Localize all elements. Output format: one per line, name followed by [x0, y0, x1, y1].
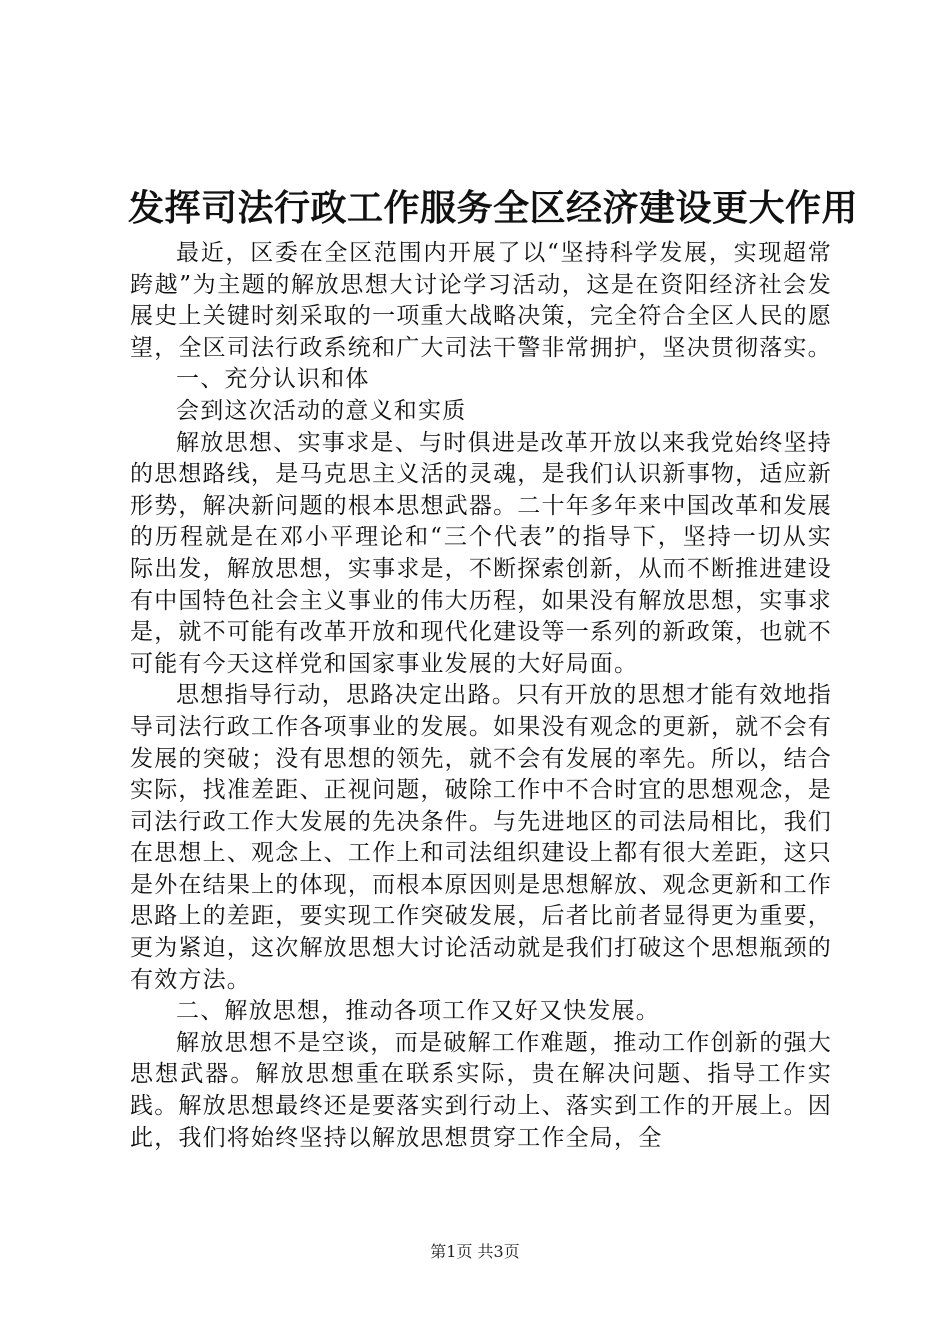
page-number-footer: 第1页 共3页: [430, 1242, 520, 1261]
section-heading-1: 一、充分认识和体: [176, 366, 370, 393]
paragraph-intro: 最近，区委在全区范围内开展了以“坚持科学发展，实现超常跨越”为主题的解放思想大讨论学习活动，这是在资阳经济社会发展史上关键时刻采取的一项重大战略决策，完全符合全区人民的愿望，全区司法行政系统和广大司法干警非常拥护，坚决贯彻落实。: [130, 240, 832, 361]
paragraph-not-empty-talk: 解放思想不是空谈，而是破解工作难题，推动工作创新的强大思想武器。解放思想重在联系实际，贵在解决问题、指导工作实践。解放思想最终还是要落实到行动上、落实到工作的开展上。因此，我们将始终坚持以解放思想贯穿工作全局，全: [130, 1029, 832, 1151]
document-title: 发挥司法行政工作服务全区经济建设更大作用: [128, 187, 859, 229]
document-body: [130, 238, 832, 1154]
section-heading-1-continued: 会到这次活动的意义和实质: [176, 397, 467, 424]
paragraph-thought-line: 解放思想、实事求是、与时俱进是改革开放以来我党始终坚持的思想路线，是马克思主义活的灵魂，是我们认识新事物，适应新形势，解决新问题的根本思想武器。二十年多年来中国改革和发展的历程就是在邓小平理论和“三个代表”的指导下，坚持一切从实际出发，解放思想，实事求是，不断探索创新，从而不断推进建设有中国特色社会主义事业的伟大历程，如果没有解放思想，实事求是，就不可能有改革开放和现代化建设等一系列的新政策，也就不可能有今天这样党和国家事业发展的大好局面。: [130, 429, 832, 677]
paragraph-thought-guides-action: 思想指导行动，思路决定出路。只有开放的思想才能有效地指导司法行政工作各项事业的发展。如果没有观念的更新，就不会有发展的突破；没有思想的领先，就不会有发展的率先。所以，结合实际，找准差距、正视问题，破除工作中不合时宜的思想观念，是司法行政工作大发展的先决条件。与先进地区的司法局相比，我们在思想上、观念上、工作上和司法组织建设上都有很大差距，这只是外在结果上的体现，而根本原因则是思想解放、观念更新和工作思路上的差距，要实现工作突破发展，后者比前者显得更为重要，更为紧迫，这次解放思想大讨论活动就是我们打破这个思想瓶颈的有效方法。: [130, 682, 832, 993]
section-heading-2: 二、解放思想，推动各项工作又好又快发展。: [176, 998, 660, 1025]
